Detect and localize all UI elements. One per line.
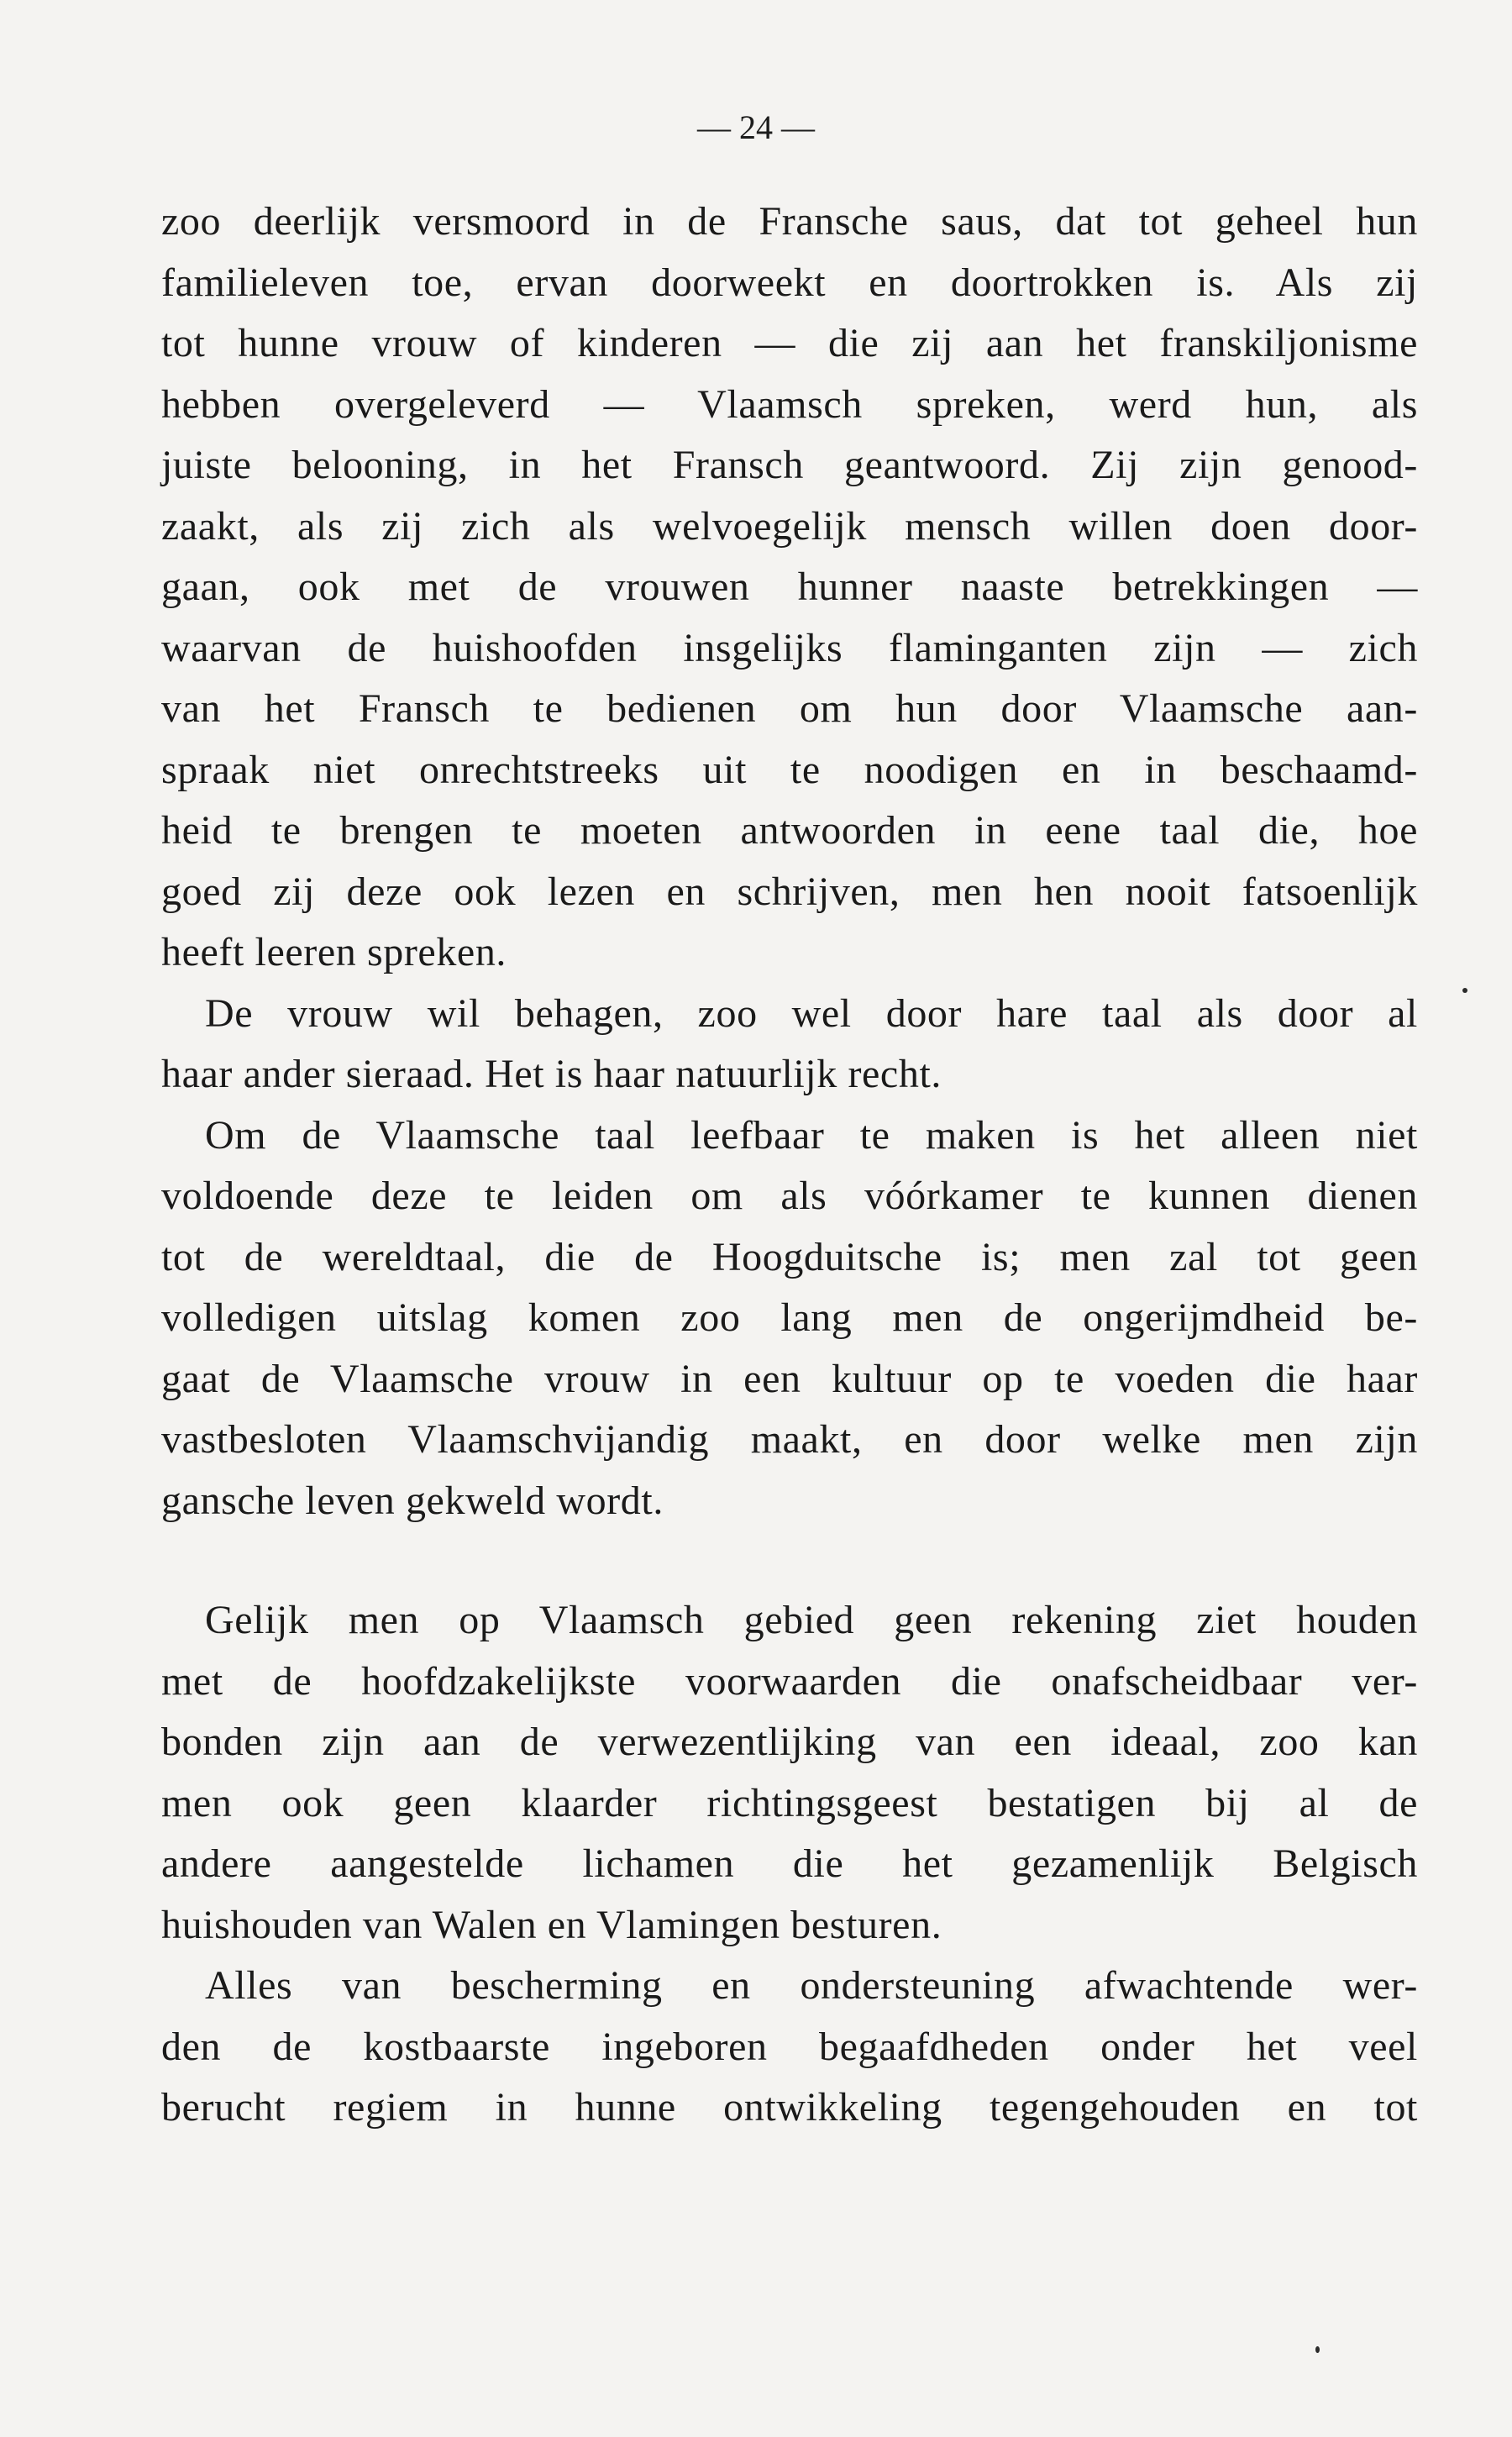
text-line: men ook geen klaarder richtingsgeest bestatigen bij al de xyxy=(161,1780,1418,1825)
print-speck xyxy=(1462,988,1467,993)
text-line: gaat de Vlaamsche vrouw in een kultuur op te voeden die haar xyxy=(161,1356,1418,1401)
text-block-1 xyxy=(161,192,1418,1531)
text-line: hebben overgeleverd — Vlaamsch spreken, werd hun, als xyxy=(161,381,1418,427)
text-line: voldoende deze te leiden om als vóórkamer te kunnen dienen xyxy=(161,1174,1418,1218)
text-line: met de hoofdzakelijkste voorwaarden die onafscheidbaar ver- xyxy=(161,1658,1418,1704)
text-line: De vrouw wil behagen, zoo wel door hare taal als door al xyxy=(205,990,1418,1036)
text-line: waarvan de huishoofden insgelijks flaminganten zijn — zich xyxy=(161,625,1418,670)
text-line: tot de wereldtaal, die de Hoogduitsche is; men zal tot geen xyxy=(161,1234,1418,1279)
text-line: volledigen uitslag komen zoo lang men de ongerijmdheid be- xyxy=(161,1295,1418,1340)
text-line: Alles van bescherming en ondersteuning afwachtende wer- xyxy=(205,1963,1418,2008)
text-line: Gelijk men op Vlaamsch gebied geen rekening ziet houden xyxy=(205,1598,1418,1642)
text-line: den de kostbaarste ingeboren begaafdheden onder het veel xyxy=(161,2024,1418,2069)
text-block-2 xyxy=(161,1590,1418,2139)
text-line: goed zij deze ook lezen en schrijven, men hen nooit fatsoenlijk xyxy=(161,869,1418,914)
text-line: zaakt, als zij zich als welvoegelijk mensch willen doen door- xyxy=(161,503,1418,549)
text-line: berucht regiem in hunne ontwikkeling tegengehouden en tot xyxy=(161,2085,1418,2130)
text-line: gaan, ook met de vrouwen hunner naaste betrekkingen — xyxy=(161,565,1418,609)
text-line: heeft leeren spreken. xyxy=(161,930,507,974)
text-line: zoo deerlijk versmoord in de Fransche saus, dat tot geheel hun xyxy=(161,199,1418,244)
text-line: tot hunne vrouw of kinderen — die zij aan het franskiljonisme xyxy=(161,321,1418,365)
text-line: vastbesloten Vlaamschvijandig maakt, en door welke men zijn xyxy=(161,1417,1418,1462)
text-line: huishouden van Walen en Vlamingen besturen. xyxy=(161,1902,942,1947)
print-speck xyxy=(1315,2346,1320,2353)
text-line: andere aangestelde lichamen die het gezamenlijk Belgisch xyxy=(161,1841,1418,1886)
text-line: haar ander sieraad. Het is haar natuurlijk recht. xyxy=(161,1052,942,1096)
text-line: bonden zijn aan de verwezentlijking van een ideaal, zoo kan xyxy=(161,1720,1418,1764)
text-line: van het Fransch te bedienen om hun door Vlaamsche aan- xyxy=(161,686,1418,731)
text-line: heid te brengen te moeten antwoorden in eene taal die, hoe xyxy=(161,808,1418,853)
text-line: Om de Vlaamsche taal leefbaar te maken is het alleen niet xyxy=(205,1112,1418,1158)
page-number: — 24 — xyxy=(697,108,815,146)
text-line: juiste belooning, in het Fransch geantwoord. Zij zijn genood- xyxy=(161,443,1418,487)
text-line: familieleven toe, ervan doorweekt en doortrokken is. Als zij xyxy=(161,260,1418,305)
text-line: gansche leven gekweld wordt. xyxy=(161,1478,664,1523)
text-line: spraak niet onrechtstreeks uit te noodigen en in beschaamd- xyxy=(161,747,1418,792)
